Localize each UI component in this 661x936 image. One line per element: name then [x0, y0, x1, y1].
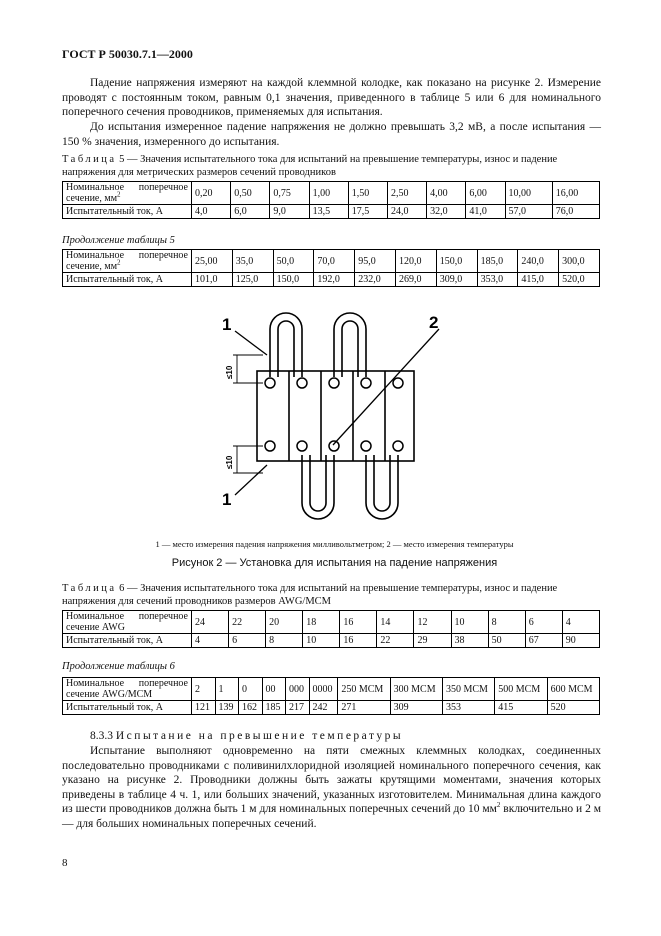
table-row: [63, 205, 600, 219]
table-cell: 500 MCM: [495, 678, 547, 701]
table-cell: 38: [451, 634, 488, 648]
figure-label-2: 2: [429, 313, 439, 332]
table5-continued: [62, 249, 600, 287]
table-row: [63, 678, 600, 701]
table-cell: 4: [192, 634, 229, 648]
table6-cont-row2-label: Испытательный ток, А: [63, 701, 192, 715]
table6-continuation: Продолжение таблицы 6: [62, 661, 175, 672]
table-cell: 192,0: [314, 273, 355, 287]
table5-row2-label: Испытательный ток, А: [63, 205, 192, 219]
table-cell: 600 MCM: [547, 678, 599, 701]
table-cell: 120,0: [395, 250, 436, 273]
paragraph-limit: До испытания измеренное падение напряжения не должно превышать 3,2 мВ, а после испытания — 150 % значения, измеренного до испытания.: [62, 121, 601, 148]
table-cell: 16: [340, 611, 377, 634]
table5-caption: [62, 154, 607, 179]
table-row: [63, 701, 600, 715]
table-cell: 22: [377, 634, 414, 648]
table5-cont-row1-label: Номинальное поперечное сечение, $мм^2$: [63, 250, 192, 273]
table-cell: 8: [488, 611, 525, 634]
upper-loop-1: [270, 313, 302, 377]
table-cell: 217: [286, 701, 310, 715]
table-cell: 520,0: [559, 273, 600, 287]
table-cell: 185,0: [477, 250, 518, 273]
section-paragraph: Испытание выполняют одновременно на пяти смежных клеммных колодках, соединенных последовательно проводниками с поливинилхлоридной изоляцией номинального поперечного сечения, как указано на рисунке 2. Проводники должны быть зажаты крутящими моментами, значения которых приведены в таблице 4 ч. 1, или больших значений, указанных изготовителем. Минимальная длина каждого из шести проводников должна быть 1 м для номинальных поперечных сечений до 10 $мм^2$ включительно и 2 м — для больших номинальных поперечных сечений.: [62, 745, 601, 830]
table-cell: 250 MCM: [338, 678, 390, 701]
upper-loop-2: [334, 313, 366, 377]
table5-row1-label: Номинальное поперечное сечение, $мм^2$: [63, 182, 192, 205]
figure-2-diagram: [215, 305, 455, 535]
table6-row1-label: Номинальное поперечное сечение AWG: [63, 611, 192, 634]
table-cell: 125,0: [232, 273, 273, 287]
table-cell: 10: [303, 634, 340, 648]
table6: [62, 610, 600, 648]
section-title: Испытание на превышение температуры: [115, 730, 404, 742]
table-cell: 16,00: [552, 182, 599, 205]
table-cell: 29: [414, 634, 451, 648]
table-row: [63, 250, 600, 273]
table-cell: 121: [192, 701, 216, 715]
table5-cont-row2-label: Испытательный ток, А: [63, 273, 192, 287]
table-cell: 300 MCM: [390, 678, 442, 701]
table-cell: 1,00: [309, 182, 348, 205]
table-row: [63, 182, 600, 205]
table-cell: 24: [192, 611, 229, 634]
figure-legend: 1 — место измерения падения напряжения милливольтметром; 2 — место измерения температуры: [155, 539, 514, 549]
table6-row2-label: Испытательный ток, А: [63, 634, 192, 648]
document-header: ГОСТ Р 50030.7.1—2000: [62, 47, 193, 61]
section-number: 8.3.3: [90, 730, 113, 742]
table-cell: 1: [215, 678, 239, 701]
table-cell: 12: [414, 611, 451, 634]
table-cell: 9,0: [270, 205, 309, 219]
table-cell: 6,00: [466, 182, 505, 205]
table5-caption-prefix: Таблица: [62, 154, 117, 165]
table-cell: 35,0: [232, 250, 273, 273]
table-cell: 242: [309, 701, 338, 715]
table-cell: 70,0: [314, 250, 355, 273]
paragraph-voltage-drop: Падение напряжения измеряют на каждой клеммной колодке, как показано на рисунке 2. Измерение проводят с постоянным током, равным 0,1 значения, приведенного в таблице 5 или 6 для номинального поперечного сечения проводников, применяемых для испытания.: [62, 77, 601, 118]
table-cell: 13,5: [309, 205, 348, 219]
table-cell: 269,0: [395, 273, 436, 287]
table-cell: 4,0: [192, 205, 231, 219]
table-cell: 90: [562, 634, 599, 648]
table-cell: 2: [192, 678, 216, 701]
table-cell: 415: [495, 701, 547, 715]
table-cell: 162: [239, 701, 263, 715]
table-cell: 67: [525, 634, 562, 648]
lower-loop-2: [366, 455, 398, 519]
table5-continuation: Продолжение таблицы 5: [62, 235, 175, 246]
table-cell: 185: [262, 701, 286, 715]
table6-continued: [62, 677, 600, 715]
table-cell: 0,75: [270, 182, 309, 205]
table-cell: 24,0: [387, 205, 426, 219]
table6-cont-row1-label: Номинальное поперечное сечение AWG/MCM: [63, 678, 192, 701]
table-cell: 2,50: [387, 182, 426, 205]
table-cell: 10,00: [505, 182, 552, 205]
table-cell: 22: [229, 611, 266, 634]
table-cell: 8: [266, 634, 303, 648]
table-cell: 232,0: [355, 273, 396, 287]
table-cell: 000: [286, 678, 310, 701]
table-cell: 353,0: [477, 273, 518, 287]
table-row: [63, 634, 600, 648]
table-cell: 0000: [309, 678, 338, 701]
lower-loop-1: [302, 455, 334, 519]
figure-label-1-bottom: 1: [222, 490, 232, 509]
table-cell: 10: [451, 611, 488, 634]
table-cell: 6: [229, 634, 266, 648]
table-cell: 76,0: [552, 205, 599, 219]
table5-caption-text: 5 — Значения испытательного тока для испытаний на превышение температуры, износ и падение напряжения для метрических размеров сечений проводников: [62, 154, 558, 178]
table-cell: 4,00: [427, 182, 466, 205]
table-row: [63, 273, 600, 287]
table-cell: 18: [303, 611, 340, 634]
table-cell: 57,0: [505, 205, 552, 219]
table-cell: 50: [488, 634, 525, 648]
table-cell: 50,0: [273, 250, 314, 273]
table-cell: 1,50: [348, 182, 387, 205]
table-cell: 32,0: [427, 205, 466, 219]
table-cell: 25,00: [192, 250, 233, 273]
table-cell: 520: [547, 701, 599, 715]
section-heading: [90, 730, 403, 742]
table-cell: 41,0: [466, 205, 505, 219]
table-cell: 271: [338, 701, 390, 715]
table-row: [63, 611, 600, 634]
table-cell: 4: [562, 611, 599, 634]
table-cell: 150,0: [273, 273, 314, 287]
dimension-label-top: ≤10: [225, 365, 234, 379]
table6-caption-text: 6 — Значения испытательного тока для испытаний на превышение температуры, износ и падение напряжения для сечений проводников размеров AWG/MCM: [62, 583, 558, 607]
table-cell: 415,0: [518, 273, 559, 287]
table-cell: 0: [239, 678, 263, 701]
table-cell: 309,0: [436, 273, 477, 287]
table6-caption-prefix: Таблица: [62, 583, 117, 594]
table-cell: 00: [262, 678, 286, 701]
table-cell: 240,0: [518, 250, 559, 273]
figure-caption: Рисунок 2 — Установка для испытания на падение напряжения: [171, 557, 498, 569]
table-cell: 309: [390, 701, 442, 715]
dimension-label-bottom: ≤10: [225, 455, 234, 469]
table-cell: 350 MCM: [442, 678, 494, 701]
table-cell: 16: [340, 634, 377, 648]
table-cell: 300,0: [559, 250, 600, 273]
table5: [62, 181, 600, 219]
figure-label-1-top: 1: [222, 315, 232, 334]
table-cell: 150,0: [436, 250, 477, 273]
table-cell: 0,20: [192, 182, 231, 205]
table-cell: 14: [377, 611, 414, 634]
table-cell: 6: [525, 611, 562, 634]
table-cell: 95,0: [355, 250, 396, 273]
table-cell: 0,50: [231, 182, 270, 205]
table-cell: 101,0: [192, 273, 233, 287]
table6-caption: [62, 583, 607, 608]
table-cell: 6,0: [231, 205, 270, 219]
table-cell: 20: [266, 611, 303, 634]
table-cell: 353: [442, 701, 494, 715]
table-cell: 139: [215, 701, 239, 715]
table-cell: 17,5: [348, 205, 387, 219]
page-number: 8: [62, 857, 68, 869]
